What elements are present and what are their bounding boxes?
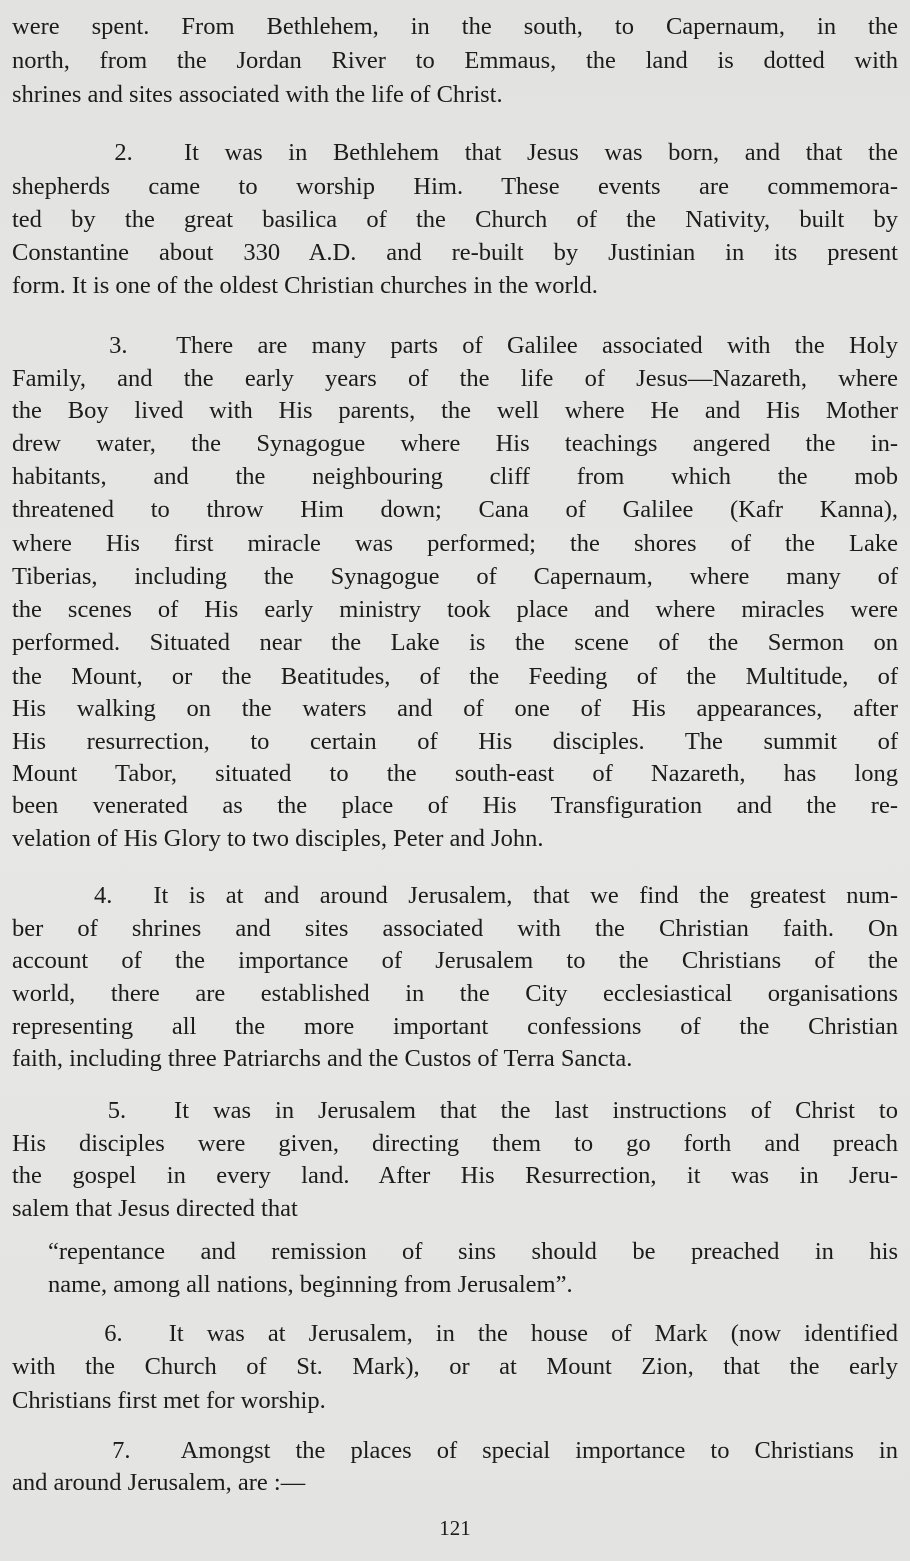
text-line: velation of His Glory to two disciples, Peter and John. bbox=[12, 825, 544, 852]
text-line: threatened to throw Him down; Cana of Galilee (Kafr Kanna), bbox=[12, 496, 898, 523]
text-line: Tiberias, including the Synagogue of Capernaum, where many of bbox=[12, 563, 898, 590]
text-line: the Boy lived with His parents, the well where He and His Mother bbox=[12, 397, 898, 424]
text-line: account of the importance of Jerusalem to the Christians of the bbox=[12, 947, 898, 974]
text-line: with the Church of St. Mark), or at Mount Zion, that the early bbox=[12, 1353, 898, 1380]
text-line: Family, and the early years of the life of Jesus—Nazareth, where bbox=[12, 365, 898, 392]
text-line: the scenes of His early ministry took place and where miracles were bbox=[12, 596, 898, 623]
text-line: ted by the great basilica of the Church of the Nativity, built by bbox=[12, 206, 898, 233]
text-line: form. It is one of the oldest Christian churches in the world. bbox=[12, 272, 598, 299]
text-line: where His first miracle was performed; the shores of the Lake bbox=[12, 530, 898, 557]
text-line: 5. It was in Jerusalem that the last instructions of Christ to bbox=[12, 1097, 898, 1124]
text-line: representing all the more important confessions of the Christian bbox=[12, 1013, 898, 1040]
text-line: His resurrection, to certain of His disciples. The summit of bbox=[12, 728, 898, 755]
text-line: Christians first met for worship. bbox=[12, 1387, 326, 1414]
text-line: world, there are established in the City ecclesiastical organisations bbox=[12, 980, 898, 1007]
text-line: drew water, the Synagogue where His teachings angered the in- bbox=[12, 430, 898, 457]
text-line: His walking on the waters and of one of His appearances, after bbox=[12, 695, 898, 722]
text-line: been venerated as the place of His Transfiguration and the re- bbox=[12, 792, 898, 819]
text-line: name, among all nations, beginning from Jerusalem”. bbox=[48, 1271, 573, 1298]
text-line: salem that Jesus directed that bbox=[12, 1195, 298, 1222]
text-line: ber of shrines and sites associated with the Christian faith. On bbox=[12, 915, 898, 942]
text-line: 2. It was in Bethlehem that Jesus was born, and that the bbox=[12, 139, 898, 166]
text-line: 4. It is at and around Jerusalem, that we find the greatest num- bbox=[12, 882, 898, 909]
page-number: 121 bbox=[439, 1516, 471, 1540]
text-line: and around Jerusalem, are :— bbox=[12, 1469, 306, 1496]
text-line: 6. It was at Jerusalem, in the house of Mark (now identified bbox=[12, 1320, 898, 1347]
text-line: His disciples were given, directing them to go forth and preach bbox=[12, 1130, 898, 1157]
text-line: 3. There are many parts of Galilee associated with the Holy bbox=[12, 332, 898, 359]
text-line: the Mount, or the Beatitudes, of the Feeding of the Multitude, of bbox=[12, 663, 898, 690]
text-line: performed. Situated near the Lake is the scene of the Sermon on bbox=[12, 629, 898, 656]
text-line: were spent. From Bethlehem, in the south, to Capernaum, in the bbox=[12, 13, 898, 40]
text-line: shrines and sites associated with the life of Christ. bbox=[12, 81, 503, 108]
text-line: Mount Tabor, situated to the south-east of Nazareth, has long bbox=[12, 760, 898, 787]
text-line: shepherds came to worship Him. These events are commemora- bbox=[12, 173, 898, 200]
text-line: habitants, and the neighbouring cliff from which the mob bbox=[12, 463, 898, 490]
text-line: north, from the Jordan River to Emmaus, the land is dotted with bbox=[12, 47, 898, 74]
text-line: “repentance and remission of sins should be preached in his bbox=[48, 1238, 898, 1265]
text-line: faith, including three Patriarchs and the Custos of Terra Sancta. bbox=[12, 1045, 633, 1072]
text-line: the gospel in every land. After His Resurrection, it was in Jeru- bbox=[12, 1162, 898, 1189]
text-line: Constantine about 330 A.D. and re-built by Justinian in its present bbox=[12, 239, 898, 266]
text-line: 7. Amongst the places of special importance to Christians in bbox=[12, 1437, 898, 1464]
